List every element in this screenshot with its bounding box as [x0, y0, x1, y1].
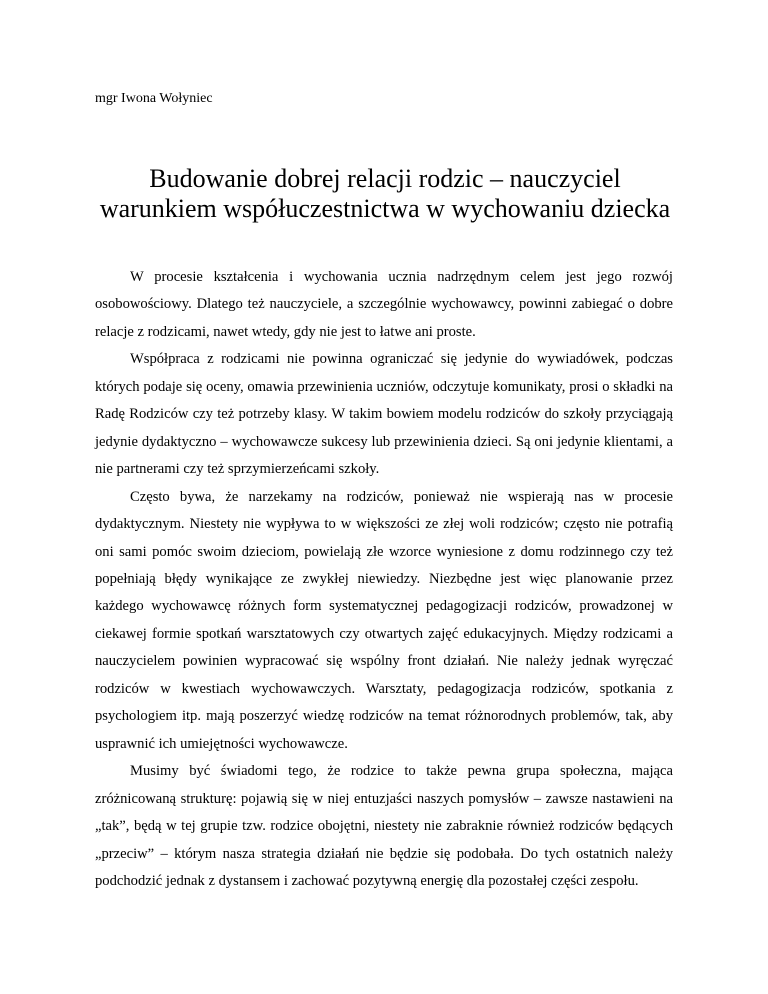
document-title	[60, 164, 710, 224]
document-body	[95, 264, 673, 895]
title-line-1: Budowanie dobrej relacji rodzic – nauczyciel	[149, 164, 621, 193]
paragraph-1: W procesie kształcenia i wychowania ucznia nadrzędnym celem jest jego rozwój osobowościowy. Dlatego też nauczyciele, a szczególnie wychowawcy, powinni zabiegać o dobre relacje z rodzicami, nawet wtedy, gdy nie jest to łatwe ani proste.	[95, 269, 673, 340]
paragraph-2: Współpraca z rodzicami nie powinna ograniczać się jedynie do wywiadówek, podczas których podaje się oceny, omawia przewinienia uczniów, odczytuje komunikaty, prosi o składki na Radę Rodziców czy też potrzeby klasy. W takim bowiem modelu rodziców do szkoły przyciągają jedynie dydaktyczno – wychowawcze sukcesy lub przewinienia dzieci. Są oni jedynie klientami, a nie partnerami czy też sprzymierzeńcami szkoły.	[95, 351, 673, 478]
author-name: mgr Iwona Wołyniec	[95, 91, 213, 106]
title-line-2: warunkiem współuczestnictwa w wychowaniu dziecka	[99, 194, 671, 223]
paragraph-4: Musimy być świadomi tego, że rodzice to także pewna grupa społeczna, mająca zróżnicowaną strukturę: pojawią się w niej entuzjaści naszych pomysłów – zawsze nastawieni na „tak”, będą w tej grupie tzw. rodzice obojętni, niestety nie zabraknie również rodziców będących „przeciw” – którym nasza strategia działań nie będzie się podobała. Do tych ostatnich należy podchodzić jednak z dystansem i zachować pozytywną energię dla pozostałej części zespołu.	[95, 763, 673, 889]
paragraph-3: Często bywa, że narzekamy na rodziców, ponieważ nie wspierają nas w procesie dydaktycznym. Niestety nie wypływa to w większości ze złej woli rodziców; często nie potrafią oni sami pomóc swoim dzieciom, powielają złe wzorce wyniesione z domu rodzinnego czy też popełniają błędy wynikające ze zwykłej niewiedzy. Niezbędne jest więc planowanie przez każdego wychowawcę różnych form systematycznej pedagogizacji rodziców, prowadzonej w ciekawej formie spotkań warsztatowych czy otwartych zajęć edukacyjnych. Między rodzicami a nauczycielem powinien wypracować się wspólny front działań. Nie należy jednak wyręczać rodziców w kwestiach wychowawczych. Warsztaty, pedagogizacja rodziców, spotkania z psychologiem itp. mają poszerzyć wiedzę rodziców na temat różnorodnych problemów, tak, aby usprawnić ich umiejętności wychowawcze.	[95, 488, 673, 752]
